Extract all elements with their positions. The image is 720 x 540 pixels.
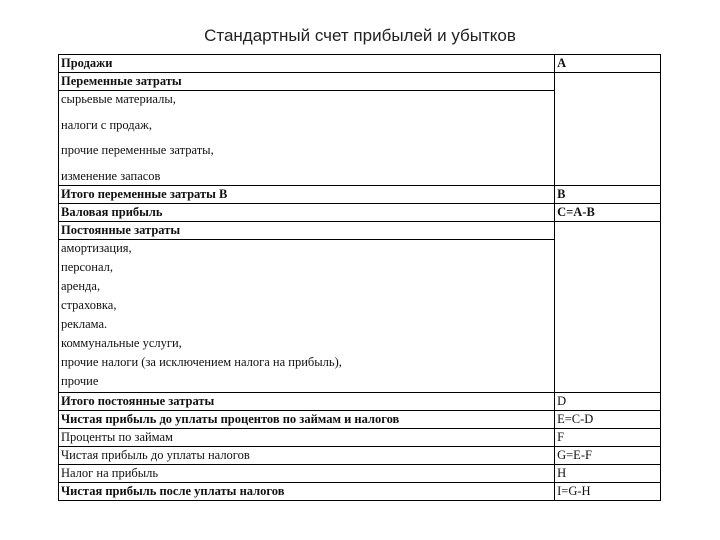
list-item: налоги с продаж, — [61, 117, 152, 132]
sales-value: A — [555, 55, 661, 73]
table-row — [59, 428, 661, 446]
variable-costs-label: Переменные затраты — [59, 73, 555, 91]
list-item: персонал, — [61, 259, 113, 274]
net-profit-label: Чистая прибыль после уплаты налогов — [59, 482, 555, 500]
table-row — [59, 55, 661, 73]
list-item: прочие налоги (за исключением налога на прибыль), — [61, 354, 342, 369]
table-row — [59, 392, 661, 410]
income-statement-table — [58, 54, 661, 501]
table-row — [59, 185, 661, 203]
variable-costs-total-label: Итого переменные затраты B — [59, 185, 555, 203]
table-row — [59, 482, 661, 500]
list-item: изменение запасов — [61, 168, 161, 183]
fixed-costs-list — [59, 239, 555, 392]
ebit-value: E=C-D — [555, 410, 661, 428]
gross-profit-label: Валовая прибыль — [59, 203, 555, 221]
slide-title: Стандартный счет прибылей и убытков — [204, 26, 516, 45]
fixed-costs-label: Постоянные затраты — [59, 221, 555, 239]
list-item: прочие переменные затраты, — [61, 143, 214, 157]
fixed-costs-value-cell — [555, 221, 661, 392]
variable-costs-value-cell — [555, 73, 661, 186]
list-item: аренда, — [61, 278, 101, 293]
table-row — [59, 221, 661, 239]
variable-costs-total-value: B — [555, 185, 661, 203]
gross-profit-value: C=A-B — [555, 203, 661, 221]
ebt-value: G=E-F — [555, 446, 661, 464]
list-item: прочие — [61, 373, 99, 388]
table-row — [59, 464, 661, 482]
list-item: амортизация, — [61, 240, 132, 255]
interest-value: F — [555, 428, 661, 446]
variable-costs-list — [59, 91, 555, 186]
list-item: коммунальные услуги, — [61, 335, 182, 350]
interest-label: Проценты по займам — [59, 428, 555, 446]
fixed-costs-total-label: Итого постоянные затраты — [59, 392, 555, 410]
ebit-label: Чистая прибыль до уплаты процентов по займам и налогов — [59, 410, 555, 428]
list-item: реклама. — [61, 316, 108, 331]
net-profit-value: I=G-H — [555, 482, 661, 500]
tax-value: H — [555, 464, 661, 482]
ebt-label: Чистая прибыль до уплаты налогов — [59, 446, 555, 464]
tax-label: Налог на прибыль — [59, 464, 555, 482]
table-row — [59, 446, 661, 464]
table-row — [59, 203, 661, 221]
table-row — [59, 410, 661, 428]
sales-label: Продажи — [59, 55, 555, 73]
fixed-costs-total-value: D — [555, 392, 661, 410]
list-item: сырьевые материалы, — [61, 92, 176, 106]
table-row — [59, 73, 661, 91]
list-item: страховка, — [61, 297, 117, 312]
